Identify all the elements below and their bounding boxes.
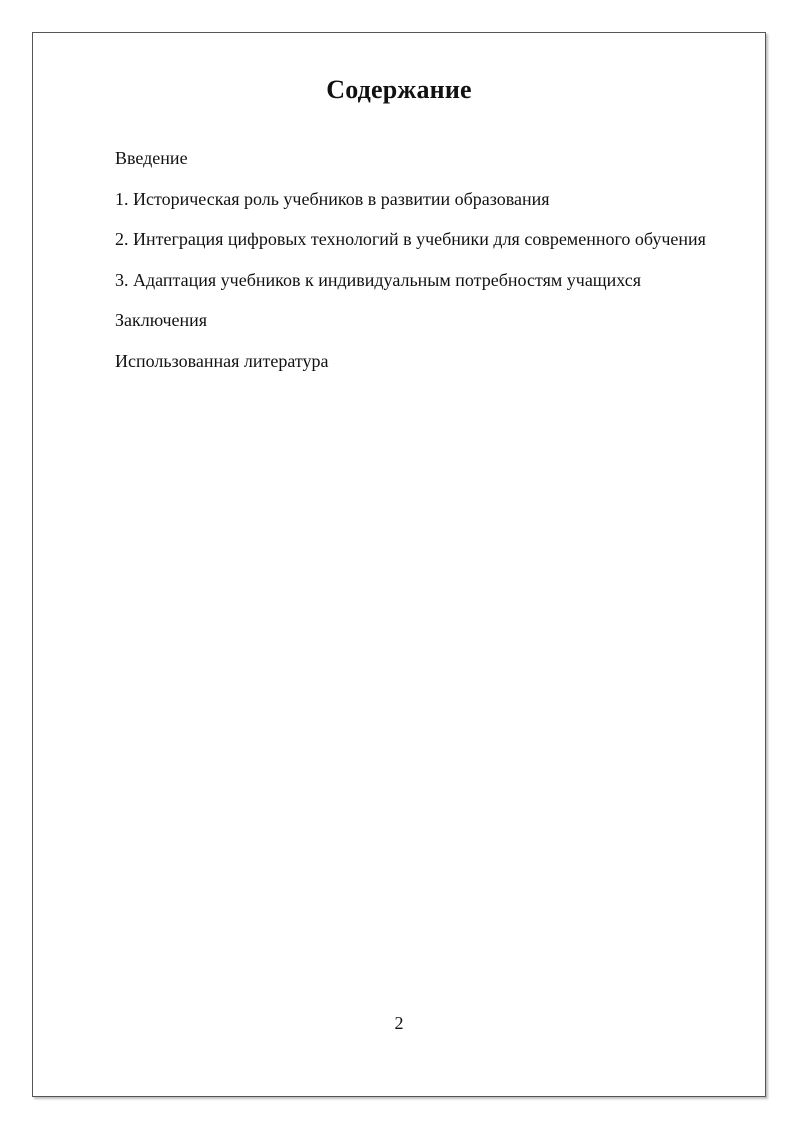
page-number: 2	[394, 1013, 404, 1033]
table-of-contents	[115, 147, 706, 390]
toc-item-introduction: Введение	[115, 148, 188, 168]
toc-item-chapter-2: 2. Интеграция цифровых технологий в учебники для современного обучения	[115, 229, 706, 249]
toc-item-chapter-1: 1. Историческая роль учебников в развитии образования	[115, 188, 550, 209]
document-page	[32, 32, 766, 1097]
page-title: Содержание	[326, 75, 472, 104]
toc-item-references: Использованная литература	[115, 350, 329, 371]
toc-item-conclusion: Заключения	[115, 310, 208, 330]
toc-item-chapter-3: 3. Адаптация учебников к индивидуальным потребностям учащихся	[115, 269, 642, 290]
